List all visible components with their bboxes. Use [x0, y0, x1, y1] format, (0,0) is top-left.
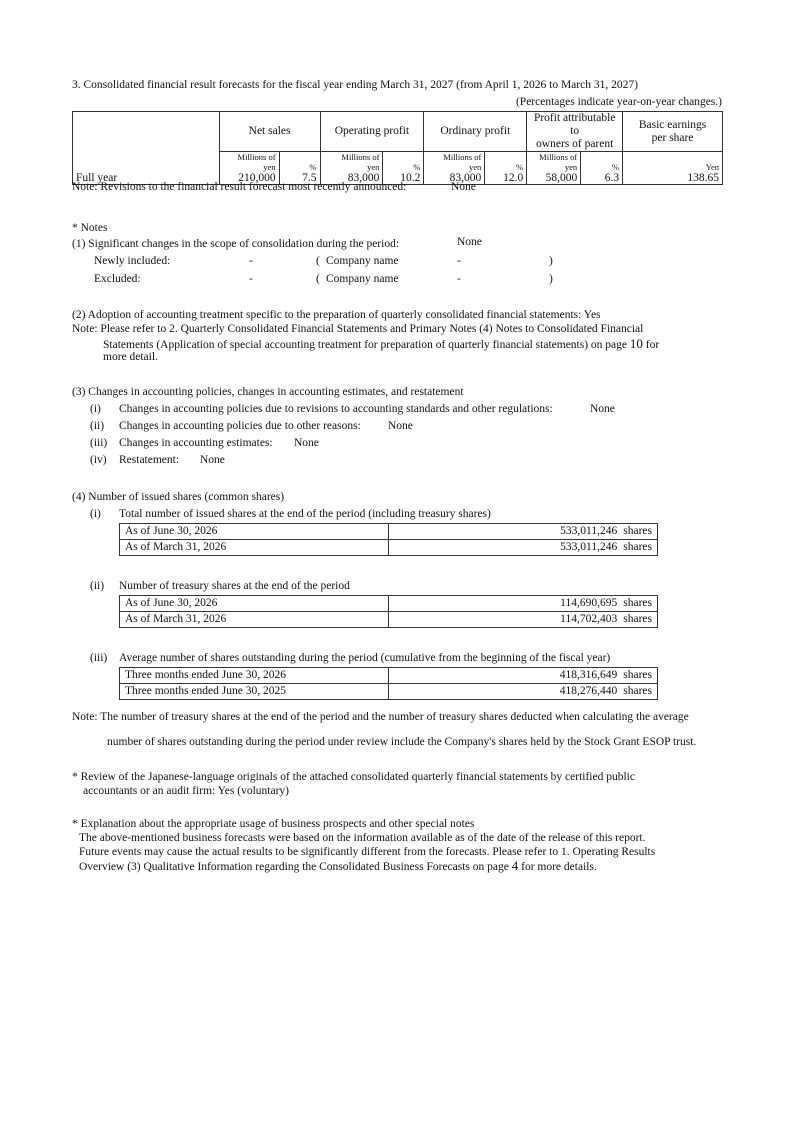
average-row-2-value-cell	[389, 684, 658, 700]
treasury-row-2-value-cell	[389, 612, 658, 628]
header-net-sales: Net sales	[219, 112, 320, 152]
header-eps-line1: Basic earnings	[638, 118, 707, 131]
excluded-label: Excluded:	[94, 273, 141, 285]
header-profit-attributable-line1: Profit attributable to	[533, 112, 616, 137]
shares-unit: shares	[623, 685, 652, 697]
table-row	[120, 524, 658, 540]
header-operating-profit: Operating profit	[320, 112, 424, 152]
table-row	[120, 612, 658, 628]
unit-millions-text: Millions of	[237, 152, 276, 162]
value-eps: 138.65	[623, 172, 723, 185]
header-blank	[73, 112, 220, 152]
note-item-1-value: None	[457, 236, 482, 248]
table-row	[120, 684, 658, 700]
notes-heading: * Notes	[72, 222, 108, 234]
average-row-1-value: 418,316,649	[559, 669, 618, 681]
issued-row-2-value: 533,011,246	[560, 541, 618, 553]
note-item-2-note-line3: more detail.	[103, 351, 158, 363]
unit-millions-text: Millions of	[341, 152, 380, 162]
average-row-2-value: 418,276,440	[559, 685, 618, 697]
value-operating-profit-pct: 10.2	[383, 172, 424, 185]
note-item-3-ii-num: (ii)	[90, 420, 105, 432]
explanation-line4-end: for more details.	[521, 861, 597, 873]
review-line1: * Review of the Japanese-language originals of the attached consolidated quarterly financial statements by certified public	[72, 771, 635, 783]
value-operating-profit: 83,000	[320, 172, 383, 185]
note-item-2: (2) Adoption of accounting treatment specific to the preparation of quarterly consolidated financial statements: Yes	[72, 309, 601, 321]
header-eps	[623, 112, 723, 152]
note-item-4-ii-num: (ii)	[90, 580, 105, 592]
newly-included-paren-open: (	[316, 255, 320, 267]
revision-note: Note: Revisions to the financial result forecast most recently announced:	[72, 181, 407, 193]
average-row-1-value-cell	[389, 668, 658, 684]
note-item-3-ii-value: None	[388, 420, 413, 432]
unit-net-sales-pct: %	[279, 152, 320, 173]
shares-unit: shares	[623, 597, 652, 609]
excluded-paren-close: )	[549, 273, 553, 285]
note-item-4-i-num: (i)	[90, 508, 101, 520]
treasury-row-1-value-cell	[389, 596, 658, 612]
treasury-shares-table	[119, 595, 658, 628]
note-item-3-i-num: (i)	[90, 403, 101, 415]
note-item-3-i: Changes in accounting policies due to revisions to accounting standards and other regulations:	[119, 403, 553, 415]
explanation-line1: * Explanation about the appropriate usage of business prospects and other special notes	[72, 818, 475, 830]
treasury-row-2-label: As of March 31, 2026	[120, 612, 389, 628]
note-item-4: (4) Number of issued shares (common shares)	[72, 491, 285, 503]
unit-yen-text: yen	[564, 162, 578, 172]
header-profit-attributable-line2: owners of parent	[536, 138, 614, 150]
treasury-row-2-value: 114,702,403	[560, 613, 618, 625]
average-shares-table	[119, 667, 658, 700]
newly-included-company-dash: -	[457, 255, 461, 267]
unit-operating-profit-pct: %	[383, 152, 424, 173]
forecast-table	[72, 111, 723, 185]
note-item-3-ii: Changes in accounting policies due to other reasons:	[119, 420, 361, 432]
note-item-3-iv-value: None	[200, 454, 225, 466]
note-item-2-note-line2	[103, 336, 659, 353]
value-profit-attributable-pct: 6.3	[581, 172, 623, 185]
value-ordinary-profit: 83,000	[424, 172, 485, 185]
table-row	[120, 668, 658, 684]
table-row	[120, 596, 658, 612]
treasury-note-line1: Note: The number of treasury shares at the end of the period and the number of treasury shares deducted when calculating the average	[72, 711, 689, 723]
review-line2: accountants or an audit firm: Yes (voluntary)	[83, 785, 289, 797]
explanation-line4-text: Overview (3) Qualitative Information regarding the Consolidated Business Forecasts on page	[79, 861, 509, 873]
treasury-note-line2: number of shares outstanding during the period under review include the Company's shares held by the Stock Grant ESOP trust.	[107, 736, 697, 748]
issued-shares-table	[119, 523, 658, 556]
section-3-title: 3. Consolidated financial result forecasts for the fiscal year ending March 31, 2027 (from April 1, 2026 to March 31, 2027)	[72, 79, 638, 91]
shares-unit: shares	[623, 613, 652, 625]
newly-included-dash: -	[249, 255, 253, 267]
issued-row-2-label: As of March 31, 2026	[120, 540, 389, 556]
note-item-1: (1) Significant changes in the scope of consolidation during the period:	[72, 238, 400, 250]
explanation-page-number: 4	[511, 858, 519, 873]
unit-ordinary-profit	[424, 152, 485, 173]
value-net-sales-pct: 7.5	[279, 172, 320, 185]
note-item-4-iii: Average number of shares outstanding during the period (cumulative from the beginning of the fiscal year)	[119, 652, 611, 664]
header-eps-line2: per share	[651, 131, 694, 144]
table-row	[120, 540, 658, 556]
note-item-4-i: Total number of issued shares at the end of the period (including treasury shares)	[119, 508, 491, 520]
header-ordinary-profit: Ordinary profit	[424, 112, 527, 152]
unit-ordinary-profit-pct: %	[485, 152, 527, 173]
note-item-4-ii: Number of treasury shares at the end of the period	[119, 580, 350, 592]
explanation-line2: The above-mentioned business forecasts were based on the information available as of the date of the release of this report.	[79, 832, 646, 844]
percentage-note: (Percentages indicate year-on-year changes.)	[515, 96, 722, 108]
shares-unit: shares	[623, 525, 652, 537]
issued-row-1-value-cell	[389, 524, 658, 540]
unit-blank	[73, 152, 220, 173]
newly-included-company-label: Company name	[326, 255, 399, 267]
shares-unit: shares	[623, 669, 652, 681]
note-item-3: (3) Changes in accounting policies, changes in accounting estimates, and restatement	[72, 386, 464, 398]
note-item-3-i-value: None	[590, 403, 615, 415]
average-row-1-label: Three months ended June 30, 2026	[120, 668, 389, 684]
value-profit-attributable: 58,000	[527, 172, 581, 185]
unit-net-sales	[219, 152, 279, 173]
unit-eps: Yen	[623, 152, 723, 173]
note-item-3-iii-value: None	[294, 437, 319, 449]
unit-operating-profit	[320, 152, 383, 173]
note-item-3-iv: Restatement:	[119, 454, 180, 466]
excluded-paren-open: (	[316, 273, 320, 285]
excluded-company-dash: -	[457, 273, 461, 285]
issued-row-1-label: As of June 30, 2026	[120, 524, 389, 540]
excluded-dash: -	[249, 273, 253, 285]
newly-included-paren-close: )	[549, 255, 553, 267]
note-item-3-iii: Changes in accounting estimates:	[119, 437, 273, 449]
note-item-4-iii-num: (iii)	[90, 652, 108, 664]
unit-millions-text: Millions of	[539, 152, 578, 162]
issued-row-1-value: 533,011,246	[560, 525, 618, 537]
average-row-2-label: Three months ended June 30, 2025	[120, 684, 389, 700]
unit-yen-text: yen	[263, 162, 276, 172]
issued-row-2-value-cell	[389, 540, 658, 556]
unit-profit-attributable	[527, 152, 581, 173]
treasury-row-1-label: As of June 30, 2026	[120, 596, 389, 612]
explanation-line3: Future events may cause the actual results to be significantly different from the forecasts. Please refer to 1. Operating Results	[79, 846, 656, 858]
newly-included-label: Newly included:	[94, 255, 171, 267]
note-item-2-note-line2-end: for	[645, 339, 660, 351]
revision-value: None	[451, 181, 476, 193]
row-label-full-year: Full year	[73, 172, 220, 185]
unit-millions-text: Millions of	[443, 152, 482, 162]
unit-yen-text: yen	[367, 162, 380, 172]
note-item-2-note-line2-text: Statements (Application of special accounting treatment for preparation of quarterly financial statements) on page	[103, 339, 628, 351]
shares-unit: shares	[623, 541, 652, 553]
value-net-sales: 210,000	[219, 172, 279, 185]
excluded-company-label: Company name	[326, 273, 399, 285]
note-item-2-note-line1: Note: Please refer to 2. Quarterly Consolidated Financial Statements and Primary Notes (4) Notes to Consolidated Financial	[72, 323, 644, 335]
value-ordinary-profit-pct: 12.0	[485, 172, 527, 185]
note-item-2-page-number: 10	[629, 336, 643, 351]
unit-yen-text: yen	[469, 162, 482, 172]
note-item-3-iii-num: (iii)	[90, 437, 108, 449]
header-profit-attributable	[527, 112, 623, 152]
explanation-line4	[79, 858, 597, 875]
note-item-3-iv-num: (iv)	[90, 454, 107, 466]
unit-profit-attributable-pct: %	[581, 152, 623, 173]
treasury-row-1-value: 114,690,695	[560, 597, 618, 609]
